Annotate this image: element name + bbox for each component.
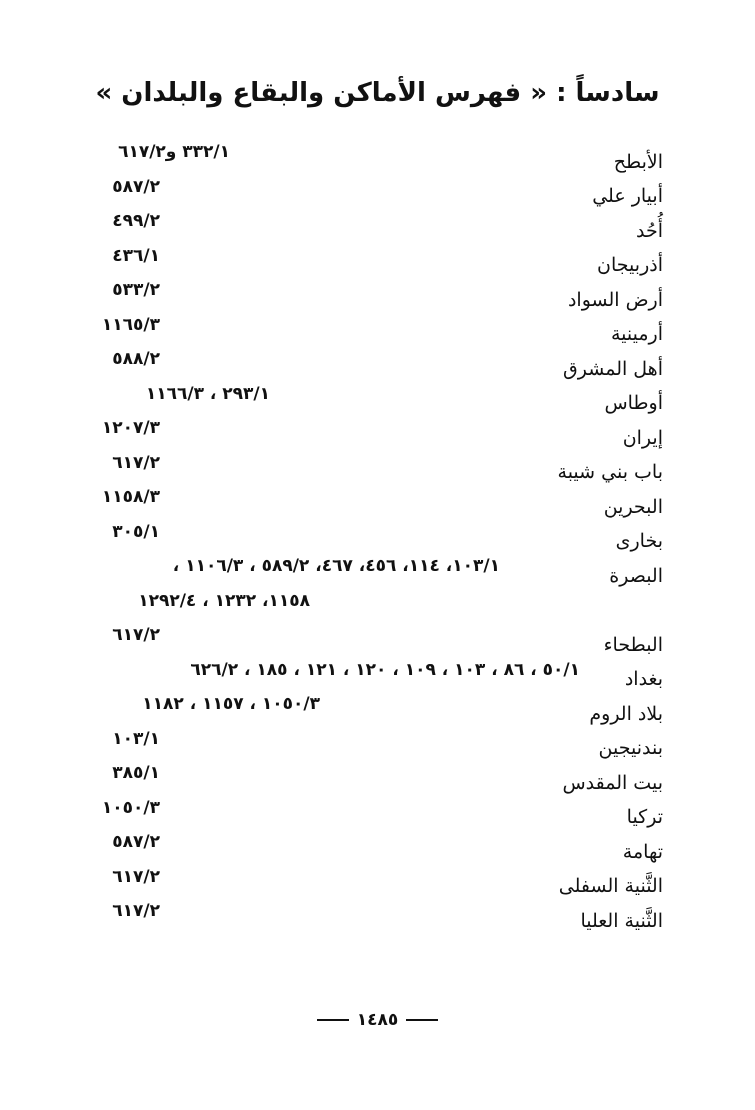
page-references: ٥٠/١ ، ٨٦ ، ١٠٣ ، ١٠٩ ، ١٢٠ ، ١٢١ ، ١٨٥ ، ٦٢٦/٢ (190, 659, 580, 680)
page-references: ٦١٧/٢ (112, 866, 160, 887)
place-name: الأبطح (613, 150, 663, 173)
index-entry (100, 140, 663, 175)
place-name: الثَّنية السفلى (558, 875, 663, 897)
index-entry (100, 658, 663, 693)
index-entries (100, 140, 663, 934)
place-name: الثَّنية العليا (580, 909, 663, 932)
place-name: أُحُد (636, 219, 663, 242)
place-name: إيران (622, 426, 663, 449)
index-entry (100, 692, 663, 727)
place-name: البطحاء (603, 633, 663, 656)
index-entry (100, 520, 663, 555)
place-name: أهل المشرق (563, 357, 663, 380)
index-entry (100, 313, 663, 348)
place-name: بيت المقدس (562, 771, 663, 794)
page-footer (0, 1010, 755, 1030)
place-name: أذربيجان (597, 254, 663, 276)
place-name: البحرين (603, 495, 663, 518)
index-entry (100, 485, 663, 520)
place-name: بلاد الروم (589, 702, 663, 725)
index-entry (100, 865, 663, 900)
page-references: ١٠٣/١ (112, 728, 160, 749)
index-entry (100, 623, 663, 658)
index-entry (100, 244, 663, 279)
index-entry (100, 382, 663, 417)
index-entry (100, 278, 663, 313)
index-entry (100, 347, 663, 382)
page-references: ٥٨٨/٢ (112, 349, 160, 369)
index-entry (100, 727, 663, 762)
index-entry (100, 796, 663, 831)
page-references: ٦١٧/٢ (112, 452, 160, 473)
page-references: ٤٣٦/١ (112, 245, 160, 266)
page-references: ٥٨٧/٢ (112, 832, 160, 852)
place-name: بخارى (615, 530, 663, 552)
page-references: ١١٦٥/٣ (101, 314, 160, 335)
page-references: ٥٣٣/٢ (112, 280, 160, 300)
place-name: البصرة (609, 564, 663, 587)
place-name: باب بني شيبة (557, 461, 663, 483)
page-references: ١١٥٨، ١٢٣٢ ، ١٢٩٢/٤ (138, 590, 310, 611)
page-references: ٦١٧/٢ (112, 901, 160, 921)
page-references: ٤٩٩/٢ (112, 211, 160, 231)
page-references: ١٠٥٠/٣ ، ١١٥٧ ، ١١٨٢ (142, 694, 320, 714)
place-name: أرمينية (610, 323, 663, 345)
place-name: تركيا (626, 806, 663, 828)
index-entry (100, 209, 663, 244)
index-entry (100, 554, 663, 589)
footer-dash-left (317, 1019, 349, 1021)
index-entry (100, 761, 663, 796)
index-entry (100, 416, 663, 451)
place-name: بغداد (624, 668, 663, 690)
page-references: ٣٠٥/١ (112, 521, 160, 542)
footer-dash-right (406, 1019, 438, 1021)
index-entry (100, 830, 663, 865)
page-references: ٦١٧/٢ (112, 625, 160, 645)
page-heading: سادساً : « فهرس الأماكن والبقاع والبلدان » (95, 78, 660, 108)
place-name: بندنيجين (598, 737, 663, 759)
page-references: ١٠٣/١، ١١٤، ٤٥٦، ٤٦٧، ٥٨٩/٢ ، ١١٠٦/٣ ، (172, 556, 500, 576)
place-name: أبيار علي (592, 185, 663, 207)
index-entry (100, 899, 663, 934)
index-entry (100, 589, 663, 624)
page-references: ٣٨٥/١ (112, 763, 160, 783)
place-name: أوطاس (604, 392, 663, 414)
place-name: أرض السواد (567, 288, 663, 311)
index-entry (100, 175, 663, 210)
page-references: ٥٨٧/٢ (112, 176, 160, 197)
page-references: ١١٥٨/٣ (101, 487, 160, 507)
page-references: ١٢٠٧/٣ (101, 418, 160, 438)
page-references: ٣٣٢/١ و٦١٧/٢ (118, 142, 230, 162)
index-entry (100, 451, 663, 486)
page-references: ١٠٥٠/٣ (101, 797, 160, 818)
place-name: تهامة (622, 840, 663, 863)
page-references: ٢٩٣/١ ، ١١٦٦/٣ (145, 383, 270, 404)
page-number: ١٤٨٥ (356, 1010, 399, 1030)
